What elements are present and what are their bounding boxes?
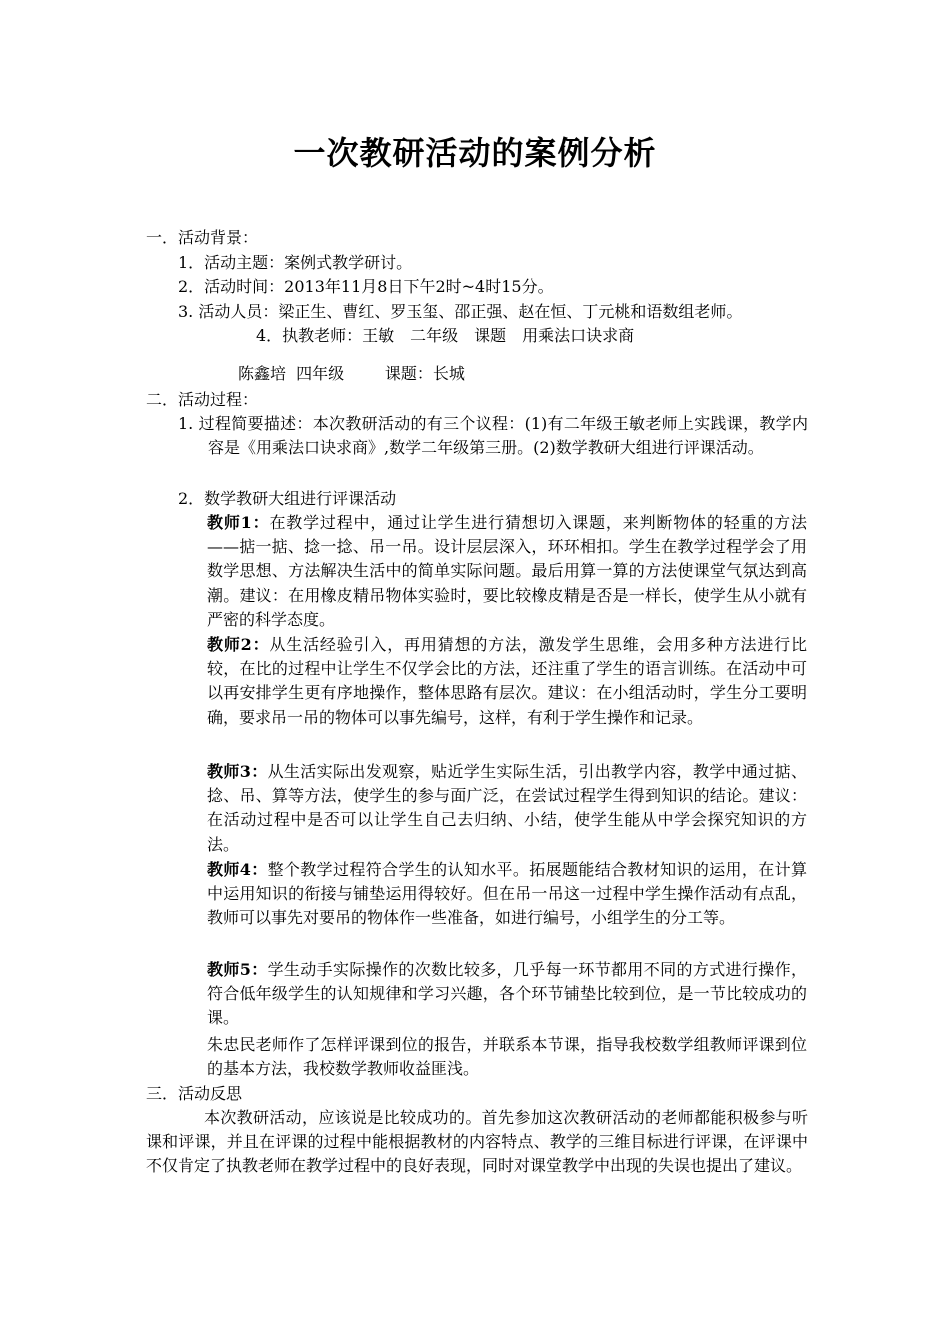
section2-closing: 朱忠民老师作了怎样评课到位的报告，并联系本节课，指导我校数学组教师评课到位的基本方法，我校数学教师收益匪浅。 — [207, 1035, 807, 1079]
review-text: 整个教学过程符合学生的认知水平。拓展题能结合教材知识的运用，在计算中运用知识的衔接与铺垫运用得较好。但在吊一吊这一过程中学生操作活动有点乱，教师可以事先对要吊的物体作一些准备，如进行编号，小组学生的分工等。 — [207, 860, 807, 928]
section1-heading: 一．活动背景： — [146, 228, 259, 247]
review-label: 教师4： — [207, 860, 268, 879]
section3-reflection: 本次教研活动，应该说是比较成功的。首先参加这次教研活动的老师都能积极参与听课和评课，并且在评课的过程中能根据教材的内容特点、教学的三维目标进行评课，在评课中不仅肯定了执教老师在教学过程中的良好表现，同时对课堂教学中出现的失误也提出了建议。 — [146, 1108, 808, 1176]
review-label: 教师1： — [207, 513, 270, 532]
review-text: 从生活实际出发观察，贴近学生实际生活，引出教学内容，教学中通过掂、捻、吊、算等方法，使学生的参与面广泛，在尝试过程学生得到知识的结论。建议：在活动过程中是否可以让学生自己去归纳、小结，使学生能从中学会探究知识的方法。 — [207, 762, 807, 854]
review-label: 教师2： — [207, 635, 270, 654]
section2-heading: 二．活动过程： — [146, 390, 259, 409]
review-teacher-2 — [207, 633, 807, 730]
review-label: 教师5： — [207, 960, 268, 979]
section2-item-2-heading: 2．数学教研大组进行评课活动 — [178, 489, 397, 508]
review-text: 在教学过程中，通过让学生进行猜想切入课题，来判断物体的轻重的方法——掂一掂、捻一捻、吊一吊。设计层层深入，环环相扣。学生在教学过程学会了用数学思想、方法解决生活中的简单实际问题。最后用算一算的方法使课堂气氛达到高潮。建议：在用橡皮精吊物体实验时，要比较橡皮精是否是一样长，使学生从小就有严密的科学态度。 — [207, 513, 807, 629]
section1-item-1: 1．活动主题：案例式教学研讨。 — [178, 253, 413, 272]
review-teacher-4 — [207, 858, 807, 931]
section1-item-4: 4．执教老师：王敏 二年级 课题 用乘法口诀求商 — [256, 326, 635, 345]
section2-item-1: 1. 过程简要描述：本次教研活动的有三个议程：(1)有二年级王敏老师上实践课，教学内容是《用乘法口诀求商》,数学二年级第三册。(2)数学教研大组进行评课活动。 — [178, 414, 808, 458]
review-label: 教师3： — [207, 762, 268, 781]
review-text: 学生动手实际操作的次数比较多，几乎每一环节都用不同的方式进行操作，符合低年级学生的认知规律和学习兴趣，各个环节铺垫比较到位，是一节比较成功的课。 — [207, 960, 807, 1028]
review-text: 从生活经验引入，再用猜想的方法，激发学生思维，会用多种方法进行比较，在比的过程中让学生不仅学会比的方法，还注重了学生的语言训练。在活动中可以再安排学生更有序地操作，整体思路有层次。建议：在小组活动时，学生分工要明确，要求吊一吊的物体可以事先编号，这样，有利于学生操作和记录。 — [207, 635, 807, 727]
review-teacher-1 — [207, 511, 807, 632]
section1-teacher2-line: 陈鑫培 四年级 课题：长城 — [238, 364, 465, 383]
section1-item-3: 3. 活动人员：梁正生、曹红、罗玉玺、邵正强、赵在恒、丁元桃和语数组老师。 — [178, 302, 743, 321]
section1-item-2: 2．活动时间：2013年11月8日下午2时~4时15分。 — [178, 277, 554, 296]
review-teacher-5 — [207, 958, 807, 1031]
review-teacher-3 — [207, 760, 807, 857]
section3-heading: 三．活动反思 — [146, 1084, 243, 1103]
document-title: 一次教研活动的案例分析 — [293, 134, 657, 172]
